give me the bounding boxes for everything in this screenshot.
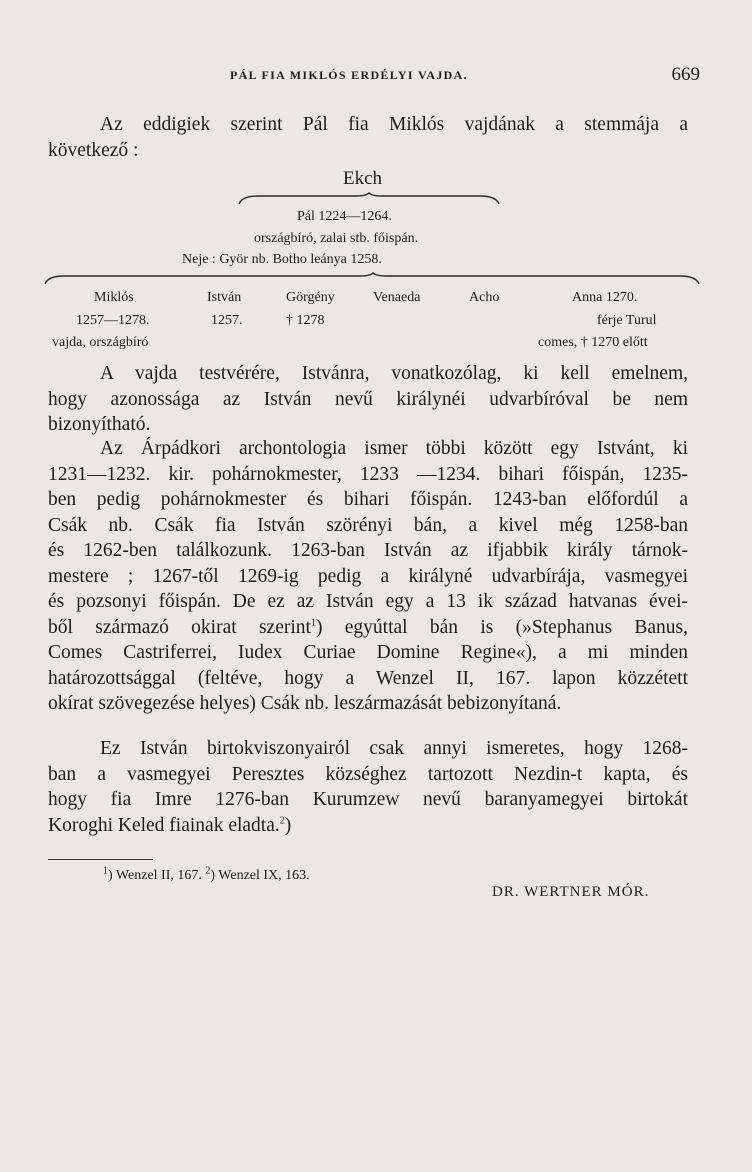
stemma-root: Ekch bbox=[343, 168, 383, 189]
text-line: mestere ; 1267-től 1269-ig pedig a királyné udvarbírája, vasmegyei bbox=[48, 565, 688, 587]
author-signature: DR. WERTNER MÓR. bbox=[492, 884, 650, 900]
footnote-1: ) Wenzel II, 167. bbox=[108, 868, 202, 883]
stemma-pal-name: Pál 1224—1264. bbox=[297, 209, 392, 224]
child-date: † 1278 bbox=[286, 313, 325, 328]
stemma-brace-children bbox=[44, 272, 700, 286]
child-date: 1257—1278. bbox=[76, 313, 150, 328]
child-name: Acho bbox=[469, 290, 500, 305]
text-line: okírat szövegezése helyes) Csák nb. leszármazását bebizonyítaná. bbox=[48, 693, 562, 714]
paragraph-2 bbox=[48, 436, 688, 717]
stemma-brace-top bbox=[238, 192, 500, 206]
text-line: határozottsággal (feltéve, hogy a Wenzel II, 167. lapon közzétett bbox=[48, 667, 688, 689]
stemma-pal-title: országbíró, zalai stb. főispán. bbox=[254, 231, 419, 246]
text-line: és pozsonyi főispán. De ez az István egy a 13 ik század hatvanas évei- bbox=[48, 591, 688, 612]
text-line: Csák nb. Csák fia István szörényi bán, a kivel még 1258-ban bbox=[48, 514, 688, 536]
footnotes bbox=[103, 865, 310, 884]
text-line: A vajda testvérére, Istvánra, vonatkozólag, ki kell emelnem, bbox=[100, 363, 688, 384]
footnote-mark: 1 bbox=[103, 865, 108, 877]
paragraph-3 bbox=[48, 736, 688, 838]
child-name: Venaeda bbox=[373, 290, 421, 305]
child-date: férje Turul bbox=[597, 313, 657, 328]
footnote-rule bbox=[48, 859, 153, 860]
text-line: hogy fia Imre 1276-ban Kurumzew nevű baranyamegyei birtokát bbox=[48, 789, 688, 810]
text-line: hogy azonossága az István nevű királynéi udvarbíróval be nem bbox=[48, 388, 688, 410]
text-line: és 1262-ben találkozunk. 1263-ban István az ifjabbik király tárnok- bbox=[48, 540, 688, 561]
stemma-pal-spouse: Neje : Györ nb. Botho leánya 1258. bbox=[182, 252, 382, 267]
text-line: ban a vasmegyei Peresztes községhez tartozott Nezdin-t kapta, és bbox=[48, 763, 688, 785]
child-name: Anna 1270. bbox=[572, 290, 638, 305]
footnote-ref: 2 bbox=[279, 815, 285, 826]
running-head: PÁL FIA MIKLÓS ERDÉLYI VAJDA. bbox=[230, 68, 468, 82]
paragraph-1 bbox=[48, 361, 688, 438]
text-line: ben pedig pohárnokmester és bihari főispán. 1243-ban előfordúl a bbox=[48, 489, 688, 510]
intro-line: következő : bbox=[48, 139, 139, 161]
footnote-ref: 1 bbox=[310, 617, 316, 628]
family-tree bbox=[0, 0, 752, 360]
child-note: comes, † 1270 előtt bbox=[538, 335, 648, 350]
text-line: Az Árpádkori archontologia ismer többi között egy Istvánt, ki bbox=[100, 438, 688, 459]
child-name: Miklós bbox=[94, 290, 134, 305]
page-number: 669 bbox=[671, 64, 700, 85]
child-name: István bbox=[207, 290, 242, 305]
text-line: Comes Castriferrei, Iudex Curiae Domine Regine«), a mi minden bbox=[48, 642, 688, 663]
child-note: vajda, országbíró bbox=[52, 335, 149, 350]
text-line: ből származó okirat szerint$^1$) egyúttal bán is (»Stephanus Banus, bbox=[48, 616, 688, 638]
footnote-mark: 2 bbox=[205, 865, 211, 877]
footnote-2: ) Wenzel IX, 163. bbox=[210, 868, 310, 883]
text-line: Ez István birtokviszonyairól csak annyi ismeretes, hogy 1268- bbox=[100, 738, 688, 759]
intro-line: Az eddigiek szerint Pál fia Miklós vajdának a stemmája a bbox=[100, 114, 688, 135]
child-date: 1257. bbox=[211, 313, 243, 328]
text-line: Koroghi Keled fiainak eladta.$^2$) bbox=[48, 814, 292, 836]
child-name: Görgény bbox=[286, 290, 335, 305]
text-line: 1231—1232. kir. pohárnokmester, 1233 —1234. bihari főispán, 1235- bbox=[48, 463, 688, 485]
text-line: bizonyítható. bbox=[48, 414, 151, 435]
